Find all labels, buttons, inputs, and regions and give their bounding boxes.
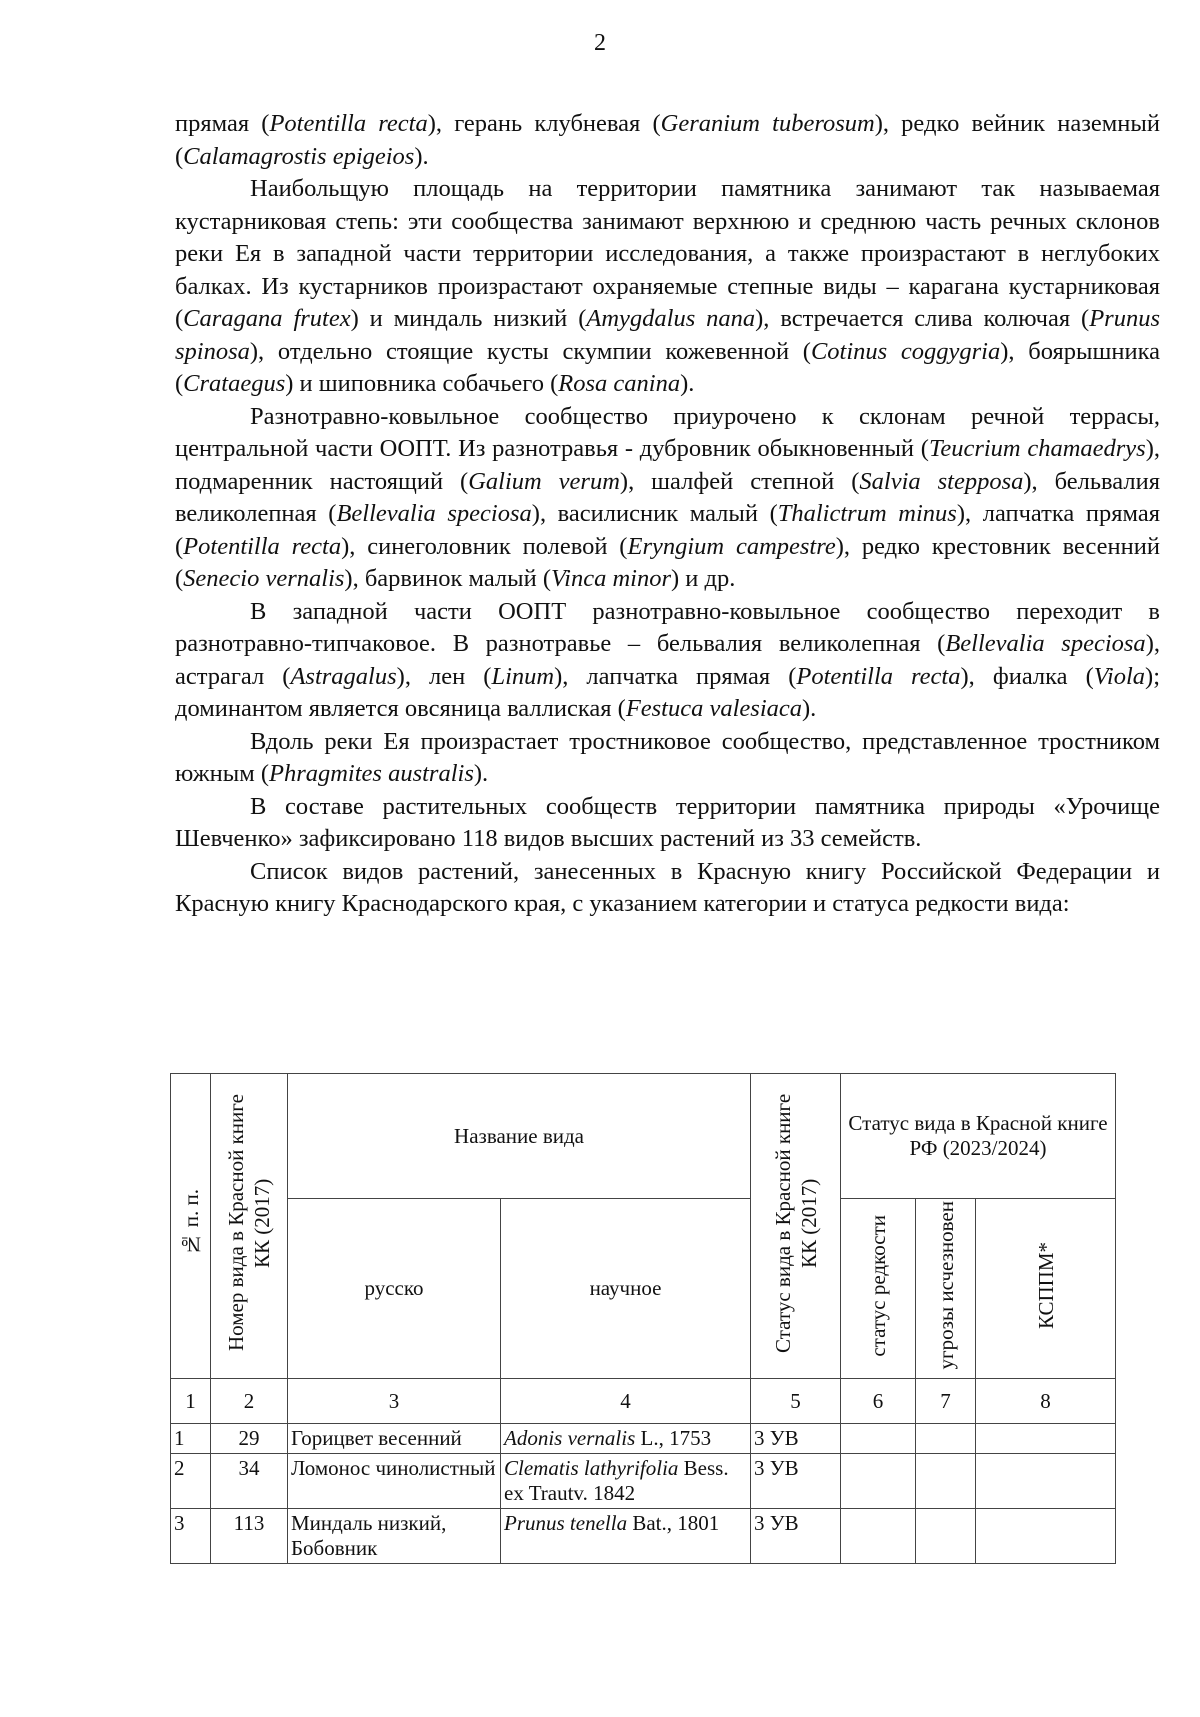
paragraph-text: ), астрагал (	[175, 630, 1160, 690]
paragraph-text: ) и миндаль низкий (	[350, 305, 587, 332]
paragraph-text: ).	[414, 142, 429, 170]
paragraph-text: В составе растительных сообществ территории памятника природы «Урочище Шевченко» зафиксировано 118 видов высших растений из 33 семейств.	[175, 792, 1160, 852]
row-russian-name: Горицвет весенний	[288, 1424, 501, 1454]
row-rarity	[841, 1424, 916, 1454]
species-latin-name: Geranium tuberosum	[660, 110, 875, 137]
row-rarity	[841, 1454, 916, 1509]
paragraph-text: ).	[680, 370, 695, 397]
header-kk-number: Номер вида в Красной книге КК (2017)	[211, 1074, 288, 1379]
paragraph	[175, 856, 1160, 921]
row-kk-status: 3 УВ	[751, 1509, 841, 1564]
paragraph-text: Список видов растений, занесенных в Красную книгу Российской Федерации и Красную книгу Краснодарского края, с указанием категории и статуса редкости вида:	[175, 857, 1160, 917]
paragraph-text: Разнотравно-ковыльное сообщество приурочено к склонам речной террасы, центральной части ООПТ. Из разнотравья - дубровник обыкновенный (	[175, 402, 1160, 462]
paragraph	[175, 596, 1160, 726]
column-number: 3	[288, 1379, 501, 1424]
paragraph	[175, 791, 1160, 856]
species-latin-name: Crataegus	[183, 370, 286, 397]
header-rarity: статус редкости	[841, 1199, 916, 1379]
table-row	[171, 1424, 1116, 1454]
paragraph-text: ), отдельно стоящие кусты скумпии кожевенной (	[249, 337, 811, 365]
paragraph	[175, 401, 1160, 596]
paragraph	[175, 173, 1160, 401]
paragraph	[175, 108, 1160, 173]
paragraph-text: ), василисник малый (	[531, 500, 778, 527]
row-num: 1	[171, 1424, 211, 1454]
paragraph-text: ) и др.	[671, 565, 736, 592]
species-latin-name: Calamagrostis epigeios	[183, 142, 415, 170]
species-latin-name: Salvia stepposa	[859, 467, 1024, 495]
species-latin-name: Rosa canina	[558, 370, 681, 397]
species-latin-name: Vinca minor	[551, 565, 671, 592]
paragraph-text: Наибольщую площадь на территории памятника занимают так называемая кустарниковая степь: эти сообщества занимают верхнюю и среднюю часть речных склонов реки Ея в западной части территории исследования, а также произрастают в неглубоких балках. Из кустарников произрастают охраняемые степные виды – карагана кустарниковая (	[175, 175, 1160, 332]
table-row	[171, 1454, 1116, 1509]
row-kk-number: 34	[211, 1454, 288, 1509]
paragraph-text: ), герань клубневая (	[427, 110, 661, 137]
species-latin-name: Viola	[1093, 662, 1146, 690]
row-kk-number: 113	[211, 1509, 288, 1564]
body-text	[175, 108, 1160, 921]
row-kk-number: 29	[211, 1424, 288, 1454]
paragraph-text: В западной части ООПТ разнотравно-ковыльное сообщество переходит в разнотравно-типчаковое. В разнотравье – бельвалия великолепная (	[175, 597, 1160, 657]
column-number: 4	[501, 1379, 751, 1424]
paragraph-text: ), редко вейник наземный (	[175, 110, 1160, 170]
species-latin-name: Caragana frutex	[183, 305, 351, 332]
row-scientific-name: Prunus tenella Bat., 1801	[501, 1509, 751, 1564]
row-russian-name: Миндаль низкий, Бобовник	[288, 1509, 501, 1564]
table-row	[171, 1509, 1116, 1564]
species-latin-name: Potentilla recta	[183, 532, 342, 560]
header-species-name: Название вида	[288, 1074, 751, 1199]
column-number: 2	[211, 1379, 288, 1424]
species-latin-name: Festuca valesiaca	[625, 695, 803, 722]
column-number: 8	[976, 1379, 1116, 1424]
header-scientific: научное	[501, 1199, 751, 1379]
species-latin-name: Linum	[491, 662, 555, 690]
paragraph-text: ), редко крестовник весенний (	[175, 532, 1160, 592]
row-kk-status: 3 УВ	[751, 1454, 841, 1509]
row-rarity	[841, 1509, 916, 1564]
page-number: 2	[594, 30, 606, 56]
species-latin-name: Eryngium campestre	[627, 532, 836, 560]
column-number-row	[171, 1379, 1116, 1424]
row-threat	[916, 1509, 976, 1564]
paragraph-text: ).	[802, 695, 817, 722]
row-scientific-name: Adonis vernalis L., 1753	[501, 1424, 751, 1454]
paragraph-text: ); доминантом является овсяница валлиская (	[175, 662, 1161, 722]
species-latin-name: Bellevalia speciosa	[945, 630, 1146, 657]
column-number: 1	[171, 1379, 211, 1424]
species-table	[170, 1073, 1116, 1564]
species-latin-name: Bellevalia speciosa	[336, 500, 532, 527]
column-number: 6	[841, 1379, 916, 1424]
row-threat	[916, 1454, 976, 1509]
species-latin-name: Astragalus	[290, 662, 397, 690]
species-latin-name: Cotinus coggygria	[810, 337, 1001, 365]
paragraph-text: ), барвинок малый (	[344, 565, 551, 592]
paragraph-text: ), лапчатка прямая (	[175, 500, 1161, 560]
species-latin-name: Prunus spinosa	[175, 305, 1161, 365]
row-threat	[916, 1424, 976, 1454]
paragraph-text: ), фиалка (	[960, 662, 1094, 690]
species-latin-name: Senecio vernalis	[183, 565, 345, 592]
paragraph-text: ), подмаренник настоящий (	[175, 435, 1160, 495]
row-scientific-name: Clematis lathyrifolia Bess. ex Trautv. 1842	[501, 1454, 751, 1509]
paragraph-text: ), встречается слива колючая (	[755, 305, 1090, 332]
species-latin-name: Amygdalus nana	[586, 305, 756, 332]
paragraph-text: прямая (	[175, 110, 270, 137]
header-rf-status: Статус вида в Красной книге РФ (2023/2024)	[841, 1074, 1116, 1199]
header-kk-status: Статус вида в Красной книге КК (2017)	[751, 1074, 841, 1379]
paragraph-text: ), лен (	[396, 662, 492, 690]
species-latin-name: Thalictrum minus	[777, 500, 957, 527]
paragraph-text: ), шалфей степной (	[619, 467, 860, 495]
header-kspm: КСППМ*	[976, 1199, 1116, 1379]
paragraph-text: ), боярышника (	[175, 337, 1160, 397]
paragraph-text: ), лапчатка прямая (	[554, 662, 797, 690]
species-latin-name: Teucrium chamaedrys	[928, 435, 1146, 462]
row-kk-status: 3 УВ	[751, 1424, 841, 1454]
paragraph-text: ) и шиповника собачьего (	[285, 370, 559, 397]
row-num: 2	[171, 1454, 211, 1509]
column-number: 7	[916, 1379, 976, 1424]
paragraph-text: ).	[473, 760, 489, 787]
species-latin-name: Potentilla recta	[796, 662, 961, 690]
row-num: 3	[171, 1509, 211, 1564]
header-num: № п. п.	[171, 1074, 211, 1379]
column-number: 5	[751, 1379, 841, 1424]
species-latin-name: Phragmites australis	[268, 760, 474, 787]
species-latin-name: Galium verum	[468, 467, 620, 495]
header-russian: русско	[288, 1199, 501, 1379]
row-kspm	[976, 1424, 1116, 1454]
species-latin-name: Potentilla recta	[269, 110, 428, 137]
row-kspm	[976, 1509, 1116, 1564]
paragraph-text: ), бельвалия великолепная (	[175, 467, 1160, 527]
header-threat: угрозы исчезновен	[916, 1199, 976, 1379]
paragraph-text: ), синеголовник полевой (	[341, 532, 628, 560]
row-russian-name: Ломонос чинолистный	[288, 1454, 501, 1509]
paragraph-text: Вдоль реки Ея произрастает тростниковое сообщество, представленное тростником южным (	[175, 727, 1160, 787]
row-kspm	[976, 1454, 1116, 1509]
paragraph	[175, 726, 1160, 791]
